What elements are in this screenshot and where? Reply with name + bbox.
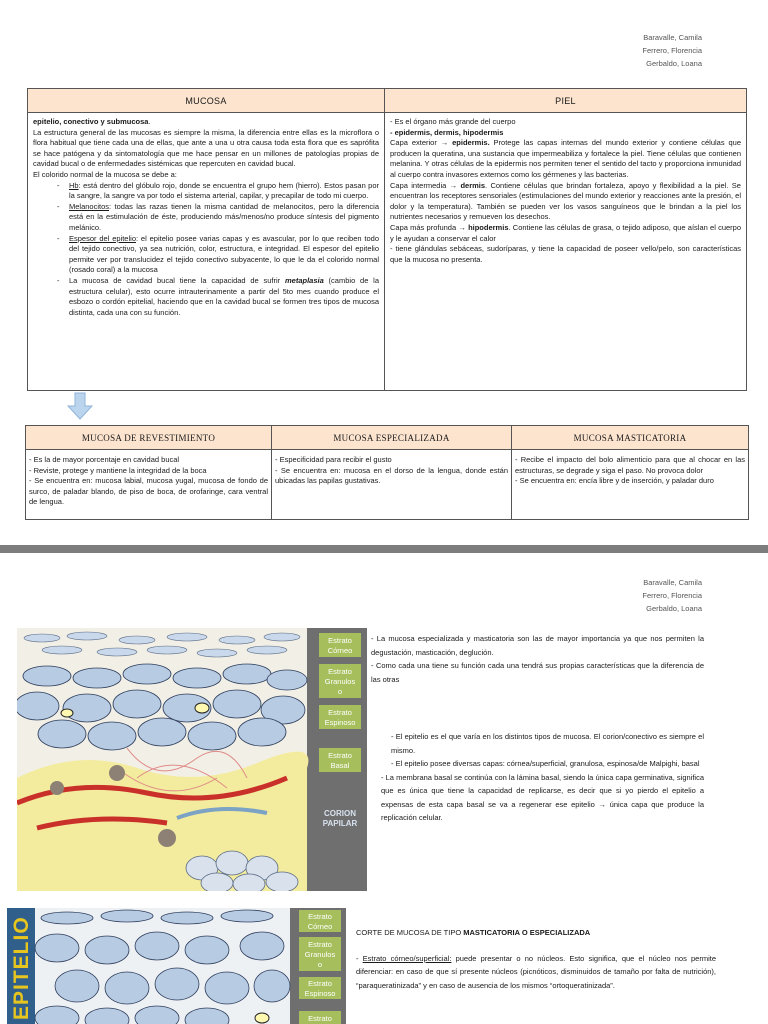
color-factors-list	[57, 181, 379, 319]
paragraph: - Como cada una tiene su función cada una tendrá sus propias características que la diferencia de las otras	[371, 661, 704, 684]
label-granuloso	[299, 937, 341, 971]
label-line: Espinoso	[324, 718, 356, 727]
label-corneo	[299, 910, 341, 932]
piel-line: Capa exterior → epidermis. Protege las capas internas del mundo exterior y contiene células que producen la queratina, una sustancia que impermeabiliza y fortalece la piel. Tiene células que contienen melanina. Y otras células de la epidermis nos permiten tener el sentido del tacto y proporciona inmunidad al cuerpo contra invasores externos como los gérmenes y las bacterias.	[390, 138, 741, 179]
label-line: Granulos	[324, 677, 356, 686]
label-corion	[323, 809, 358, 828]
header-especializada: MUCOSA ESPECIALIZADA	[272, 426, 512, 449]
label-line: Estrato	[308, 979, 332, 988]
epithelium-illustration	[17, 628, 367, 891]
label-line: Estrato	[328, 751, 352, 760]
list-item: - La mucosa de cavidad bucal tiene la capacidad de sufrir metaplasia (cambio de la estructura celular), esto ocurre intrauterinamente a partir del 5to mes cuando produce el esbozo o cordón epitelial, haciendo que en la cavidad bucal se formen tres tipos de mucosa distinta, cada una con su función.	[57, 276, 379, 318]
piel-line: - Es el órgano más grande del cuerpo	[390, 117, 516, 126]
label-line: Granulos	[304, 950, 336, 959]
paragraph: - La mucosa especializada y masticatoria son las de mayor importancia ya que nos permiten la degustación, masticación, deglución.	[371, 634, 704, 657]
down-arrow-icon	[67, 392, 93, 420]
label-basal	[319, 748, 361, 772]
piel-line: Capa intermedia → dermis. Contiene células que brindan fortaleza, apoyo y flexibilidad a la piel. Se encuentran los receptores sensoriales (estimulaciones del mundo exterior y reacciones ante la presión, el dolor y la temperatura). También se pueden ver los vasos sanguíneos que le brindan a la piel los nutrientes necesarios y remueven los desechos.	[390, 180, 741, 222]
label-line: Espinoso	[304, 989, 336, 998]
paragraph: - El epitelio posee diversas capas: córnea/superficial, granulosa, espinosa/de Malpighi, basal	[391, 759, 700, 768]
author-name: Ferrero, Florencia	[642, 591, 702, 600]
header-masticatoria: MUCOSA MASTICATORIA	[573, 432, 687, 443]
author-name: Gerbaldo, Loana	[646, 604, 702, 613]
masticatoria-cell: - Recibe el impacto del bolo alimenticio para que al chocar en las estructuras, se degrade y siga el paso. No provoca dolor - Se encuentra en: encía libre y de inserción, y paladar duro	[515, 455, 745, 486]
label-line: Córneo	[307, 922, 333, 931]
mucosa-types-table	[25, 425, 749, 520]
piel-cell	[385, 113, 746, 390]
label-line: Basal	[330, 761, 350, 770]
piel-line: - tiene glándulas sebáceas, sudoríparas, y tiene la capacidad de poseer vello/pelo, son características que la mucosa no presenta.	[390, 244, 741, 264]
header-revestimiento: MUCOSA DE REVESTIMIENTO	[26, 426, 272, 449]
author-name: Baravalle, Camila	[643, 578, 702, 587]
paragraph: - La membrana basal se continúa con la lámina basal, siendo la única capa germinativa, significa que es única que tiene la capacidad de replicarse, es decir que si yo pierdo el epitelio a expensas de esta capa basal se va a regenerar ese epitelio → única capa que produce la replicación celular.	[381, 772, 704, 822]
label-line: Córneo	[327, 646, 353, 655]
authors-block	[642, 31, 702, 70]
corte-title: CORTE DE MUCOSA DE TIPO MASTICATORIA O ESPECIALIZADA	[356, 928, 591, 937]
page-2	[0, 553, 768, 1024]
label-line: o	[337, 687, 343, 696]
author-name: Ferrero, Florencia	[642, 46, 702, 55]
paragraph: - Estrato córneo/superficial: puede presentar o no núcleos. Esto significa, que el núcleo nos permite diferenciar: en caso de que sí presente núcleos (picnóticos, disminuidos de tamaño por falta de nutrición), “paraqueratinizada” y en caso de ausencia de los mismos “ortoqueratinizada”.	[356, 953, 716, 990]
label-line: Estrato	[308, 940, 332, 949]
intro-text	[371, 632, 704, 686]
epitelio-illustration	[7, 908, 346, 1024]
label-granuloso	[319, 664, 361, 698]
label-corneo	[319, 633, 361, 657]
list-item: - Hb: está dentro del glóbulo rojo, donde se encuentra el grupo hem (hierro). Estos pasan por la sangre, la sangre va por todo el sistema arterial, capilar, y precapilar de todo mi cuerpo.	[57, 181, 379, 202]
mucosa-piel-table	[27, 88, 747, 391]
label-line: o	[317, 960, 323, 969]
label-line: Estrato	[308, 912, 332, 921]
revestimiento-cell: - Es la de mayor porcentaje en cavidad bucal - Reviste, protege y mantiene la integridad de la boca - Se encuentra en: mucosa labial, mucosa yugal, mucosa de fondo de surco, de paladar blando, de piso de boca, de orofaringe, cara ventral de lengua.	[26, 450, 272, 519]
author-name: Baravalle, Camila	[643, 33, 702, 42]
label-basal	[299, 1011, 341, 1024]
list-item: - Melanocitos: todas las razas tienen la misma cantidad de melanocitos, pero la diferencia está en la estimulación de éste, produciendo más/menos/no produce síntesis del pigmento melánico.	[57, 202, 379, 234]
header-piel: PIEL	[555, 95, 576, 106]
piel-line: - epidermis, dermis, hipodermis	[390, 127, 504, 137]
label-line: CORION	[324, 809, 356, 818]
paragraph: - El epitelio es el que varía en los distintos tipos de mucosa. El corion/conectivo es siempre el mismo.	[391, 732, 704, 755]
epitelio-vertical-label: EPITELIO	[10, 916, 33, 1020]
label-espinoso	[319, 705, 361, 729]
header-mucosa: MUCOSA	[28, 89, 385, 112]
mucosa-title: epitelio, conectivo y submucosa	[33, 117, 149, 126]
epitelio-notes	[371, 730, 704, 825]
authors-block	[642, 576, 702, 615]
label-line: Estrato	[328, 708, 352, 717]
mucosa-cell: epitelio, conectivo y submucosa. La estructura general de las mucosas es siempre la misma, la diferencia entre ellas es la microflora o flora habitual que tiene cada una de ellas, que ante a una u otra causa toda esta flora que es saprófita se hace patógena y da sintomatología que me hace pensar en un millones de patologías propias de cavidad bucal o de enfermedades sistémicas que repercuten en cavidad bucal. El colorido normal de la mucosa se debe a: - Hb: está dentro del glóbulo rojo, donde se encuentra el grupo hem (hierro). Estos pasan por la sangre, la sangre va por todo el sistema arterial, capilar, y precapilar de todo mi cuerpo. - Melanocitos: todas las razas tienen la misma cantidad de melanocitos, pero la diferencia está en la estimulación de éste, produciendo más/menos/no produce síntesis del pigmento melánico. - Espesor del epitelio: el epitelio posee varias capas y es avascular, por lo que reciben todo del tejido conectivo, ya sea nutrición, color, estructura, e integridad. El espesor del epitelio permite ver por translucidez el tejido conectivo subyacente, lo que le da el colorido normal (rosado coral) a la mucosa - La mucosa de cavidad bucal tiene la capacidad de sufrir metaplasia (cambio de la estructura celular), esto ocurre intrauterinamente a partir del 5to mes cuando produce el esbozo o cordón epitelial, haciendo que en la cavidad bucal se formen tres tipos de mucosa distinta, cada una con su función.	[28, 113, 385, 390]
mucosa-paragraph: La estructura general de las mucosas es siempre la misma, la diferencia entre ellas es la microflora o flora habitual que tiene cada una de ellas, que ante a una u otra causa toda esta flora que es saprófita se hace patógena y da sintomatología que me hace pensar en un millones de patologías propias de cavidad bucal o de enfermedades sistémicas que repercuten en cavidad bucal.	[33, 127, 379, 169]
label-line: PAPILAR	[322, 819, 358, 828]
list-item: - Espesor del epitelio: el epitelio posee varias capas y es avascular, por lo que reciben todo del tejido conectivo, ya sea nutrición, color, estructura, e integridad. El espesor del epitelio permite ver por translucidez el tejido conectivo subyacente, lo que le da el colorido normal (rosado coral) a la mucosa	[57, 234, 379, 276]
label-line: Estrato	[308, 1014, 332, 1023]
label-line: Estrato	[328, 667, 352, 676]
mucosa-paragraph: El colorido normal de la mucosa se debe a:	[33, 169, 177, 179]
label-espinoso	[299, 977, 341, 999]
piel-line: Capa más profunda → hipodermis. Contiene las células de grasa, o tejido adiposo, que aíslan el cuerpo y le ayudan a conservar el calor	[390, 222, 742, 243]
author-name: Gerbaldo, Loana	[646, 59, 702, 68]
especializada-cell: - Especificidad para recibir el gusto - Se encuentra en: mucosa en el dorso de la lengua, donde están ubicadas las papilas gustativas.	[272, 450, 512, 519]
corte-text	[356, 926, 716, 992]
label-line: Estrato	[328, 636, 352, 645]
